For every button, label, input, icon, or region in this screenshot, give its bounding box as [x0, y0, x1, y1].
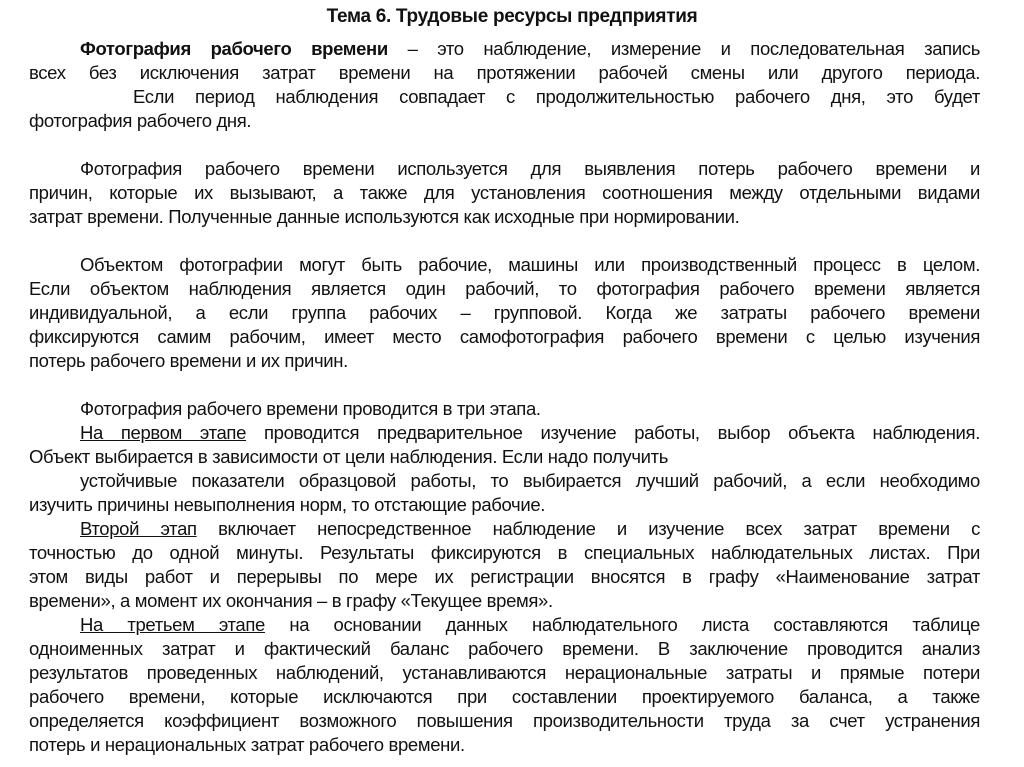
- p1-line-4: фотография рабочего дня.: [29, 110, 252, 131]
- p1-line-2: всех без исключения затрат времени на протяжении рабочей смены или другого периода.: [29, 62, 980, 83]
- stage3-line-1: [80, 613, 980, 637]
- page-title: Тема 6. Трудовые ресурсы предприятия: [326, 6, 698, 27]
- p2-line-1: Фотография рабочего времени используется для выявления потерь рабочего времени и: [80, 158, 980, 179]
- term-bold: Фотография рабочего времени: [80, 38, 388, 59]
- stage3-line-5: определяется коэффициент возможного повышения производительности труда за счет устранения: [29, 710, 980, 731]
- stage2-line-3: этом виды работ и перерывы по мере их регистрации вносятся в графу «Наименование затрат: [29, 566, 980, 587]
- stage1-line-2: Объект выбирается в зависимости от цели наблюдения. Если надо получить: [29, 446, 669, 467]
- p3-line-3: индивидуальной, а если группа рабочих – групповой. Когда же затраты рабочего времени: [29, 302, 980, 323]
- stage3-line-4: рабочего времени, которые исключаются при составлении проектируемого баланса, а также: [29, 686, 980, 707]
- p3-line-5: потерь рабочего времени и их причин.: [29, 350, 348, 371]
- p3-line-2: Если объектом наблюдения является один рабочий, то фотография рабочего времени является: [29, 278, 980, 299]
- p1-line-1: [80, 37, 980, 61]
- stage2-line-4: времени», а момент их окончания – в графу «Текущее время».: [29, 590, 553, 611]
- stage1-line-3: устойчивые показатели образцовой работы, то выбирается лучший рабочий, а если необходимо: [80, 470, 980, 491]
- stage3-line-2: одноименных затрат и фактический баланс рабочего времени. В заключение проводится анализ: [29, 638, 980, 659]
- p3-line-4: фиксируются самим рабочим, имеет место самофотография рабочего времени с целью изучения: [29, 326, 980, 347]
- stage3-line-3: результатов проведенных наблюдений, устанавливаются нерациональные затраты и прямые потери: [29, 662, 980, 683]
- stage2-label: Второй этап: [80, 518, 197, 539]
- stage2-line-1: [80, 517, 980, 541]
- stage3-line-6: потерь и нерациональных затрат рабочего времени.: [29, 734, 465, 755]
- stage1-line-1-rest: проводится предварительное изучение работы, выбор объекта наблюдения.: [246, 422, 981, 443]
- stage1-line-4: изучить причины невыполнения норм, то отстающие рабочие.: [29, 494, 546, 515]
- p1-line-3: Если период наблюдения совпадает с продолжительностью рабочего дня, это будет: [133, 86, 980, 107]
- stage2-line-1-rest: включает непосредственное наблюдение и изучение всех затрат времени с: [196, 518, 981, 539]
- p1-line-1-rest: – это наблюдение, измерение и последовательная запись: [387, 38, 980, 59]
- p2-line-3: затрат времени. Полученные данные используются как исходные при нормировании.: [29, 206, 740, 227]
- stage2-line-2: точностью до одной минуты. Результаты фиксируются в специальных наблюдательных листах. При: [29, 542, 980, 563]
- stage1-line-1: [80, 421, 980, 445]
- stage1-label: На первом этапе: [80, 422, 247, 443]
- p2-line-2: причин, которые их вызывают, а также для установления соотношения между отдельными видами: [29, 182, 980, 203]
- p3-line-1: Объектом фотографии могут быть рабочие, машины или производственный процесс в целом.: [80, 254, 980, 275]
- stage3-label: На третьем этапе: [80, 614, 265, 635]
- stage3-line-1-rest: на основании данных наблюдательного листа составляются таблице: [264, 614, 980, 635]
- p4-line-1: Фотография рабочего времени проводится в три этапа.: [80, 398, 541, 419]
